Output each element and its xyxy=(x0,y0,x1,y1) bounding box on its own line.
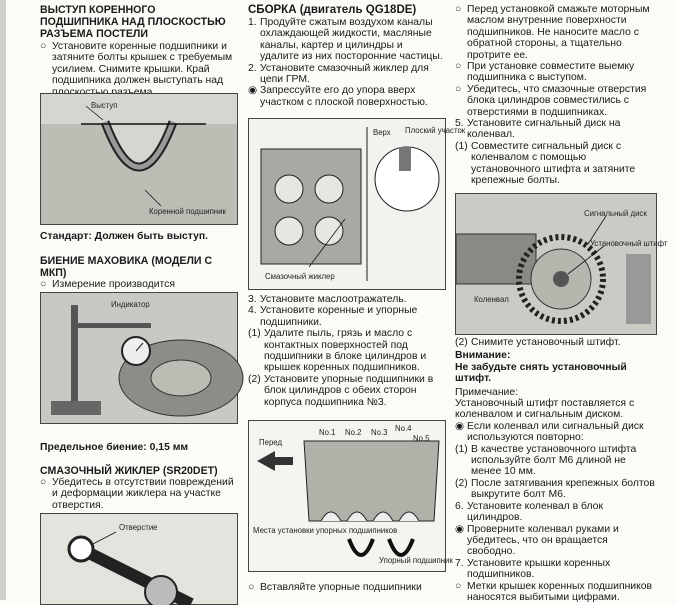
label-thrust-places: Места установки упорных подшипников xyxy=(253,526,398,535)
item-marker: 4. xyxy=(248,305,257,317)
figure-oil-jet-install xyxy=(248,118,466,290)
section-title-oil-jet: СМАЗОЧНЫЙ ЖИКЛЕР (SR20DET) xyxy=(40,465,218,477)
label-signal-disk: Сигнальный диск xyxy=(584,209,647,218)
item-marker: (1) xyxy=(248,328,261,340)
assembly-step-4-2: Установите упорные подшипники в блок цилиндров с обеих сторон корпуса подшипника №3. xyxy=(264,373,434,408)
label-indicator: Индикатор xyxy=(111,300,150,309)
bullet-marker: ○ xyxy=(40,477,47,488)
remove-pin-text: Снимите установочный штифт. xyxy=(471,337,621,348)
assembly-title: СБОРКА (двигатель QG18DE) xyxy=(248,4,417,16)
assembly-step-3: Установите маслоотражатель. xyxy=(260,294,407,305)
label-no5: No.5 xyxy=(413,434,430,443)
assembly-step-4: Установите коренные и упорные подшипники. xyxy=(260,305,418,328)
figure-bearing-protrusion xyxy=(40,93,238,225)
rotate-crank-text: Проверните коленвал руками и убедитесь, что он вращается свободно. xyxy=(467,523,619,558)
figure-oil-jet xyxy=(40,513,238,605)
attention-heading: Внимание: xyxy=(455,350,511,362)
note-text: Установочный штифт поставляется с коленвалом и сигнальным диском. xyxy=(455,398,635,421)
label-thrust-bearing: Упорный подшипник xyxy=(379,556,453,565)
item-marker: (2) xyxy=(455,337,468,348)
align-notch-text: При установке совместите выемку подшипника с выступом. xyxy=(467,61,635,84)
item-marker: (1) xyxy=(455,443,468,455)
figure-signal-disk xyxy=(455,193,668,335)
section-title-bearing-protrusion: ВЫСТУП КОРЕННОГО ПОДШИПНИКА НАД ПЛОСКОСТЬЮ РАЗЪЕМА ПОСТЕЛИ xyxy=(40,4,226,40)
assembly-step-7: Установите крышки коренных подшипников. xyxy=(467,557,611,581)
label-hole: Отверстие xyxy=(119,523,158,532)
lubricate-bearings-text: Перед установкой смажьте моторным маслом внутренние поверхности подшипников. Не наносите масло с обратной стороны, а тщательно протрите ее. xyxy=(467,4,650,61)
page-edge-shadow xyxy=(0,0,6,600)
assembly-step-5-1: Совместите сигнальный диск с коленвалом с помощью установочного штифта и затяните крепежные болты. xyxy=(471,140,636,187)
attention-text: Не забудьте снять установочный штифт. xyxy=(455,361,627,385)
note-heading: Примечание: xyxy=(455,386,519,398)
label-protrusion: Выступ xyxy=(91,101,118,110)
label-no4: No.4 xyxy=(395,424,412,433)
check-oil-holes-text: Убедитесь, что смазочные отверстия блока цилиндров совместились с отверстиями в подшипниках. xyxy=(467,83,647,118)
label-no3: No.3 xyxy=(371,428,388,437)
assembly-step-6: Установите коленвал в блок цилиндров. xyxy=(467,500,603,524)
item-marker: ○ xyxy=(455,4,462,15)
item-marker: ○ xyxy=(455,580,462,592)
item-marker: 3. xyxy=(248,294,257,305)
item-marker: 6. xyxy=(455,500,464,512)
label-no1: No.1 xyxy=(319,428,336,437)
reuse-step-2: После затягивания крепежных болтов выкрутите болт М6. xyxy=(471,477,655,501)
assembly-step-4-1: Удалите пыль, грязь и масло с контактных поверхностей под подшипники в блоке цилиндров и крышек коренных подшипников. xyxy=(264,328,427,374)
figure-thrust-bearings xyxy=(248,420,453,572)
label-flat-area: Плоский участок xyxy=(405,126,466,135)
label-top: Верх xyxy=(373,128,391,137)
assembly-step-5: Установите сигнальный диск на коленвал. xyxy=(467,118,621,141)
label-oil-jet: Смазочный жиклер xyxy=(265,272,335,281)
item-marker: 7. xyxy=(455,557,464,569)
assembly-step-2: Установите смазочный жиклер для цепи ГРМ. xyxy=(260,62,429,86)
item-marker: ◉ xyxy=(455,420,465,432)
bullet-marker: ○ xyxy=(40,279,47,290)
bullet-marker: ○ xyxy=(40,41,47,52)
item-marker: ◉ xyxy=(455,523,465,535)
bearing-protrusion-text: Установите коренные подшипники и затяните болты крышек с требуемым усилием. Снимите крышки. Край подшипника должен выступать над xyxy=(52,41,233,87)
label-no2: No.2 xyxy=(345,428,362,437)
cap-marks-text: Метки крышек коренных подшипников наносятся выбитыми цифрами. xyxy=(467,580,653,603)
figure-flywheel-indicator xyxy=(40,292,238,424)
item-marker: 1. xyxy=(248,17,257,28)
item-marker: (2) xyxy=(248,373,261,385)
item-marker: ○ xyxy=(455,61,462,73)
section-title-flywheel-runout: БИЕНИЕ МАХОВИКА (МОДЕЛИ С МКП) xyxy=(40,255,213,279)
item-marker: ○ xyxy=(248,582,255,593)
item-marker: ◉ xyxy=(248,85,258,97)
standard-text: Стандарт: Должен быть выступ. xyxy=(40,231,209,242)
flywheel-runout-text: Измерение производится xyxy=(52,279,175,290)
assembly-step-1: Продуйте сжатым воздухом каналы охлаждающей жидкости, масляные каналы, картер и цилиндры и удалите из них посторонние частицы. xyxy=(260,17,443,63)
item-marker: (2) xyxy=(455,477,468,489)
item-marker: ○ xyxy=(455,83,462,95)
reuse-condition-text: Если коленвал или сигнальный диск используются повторно: xyxy=(467,420,644,444)
item-marker: 2. xyxy=(248,62,257,74)
runout-limit-text: Предельное биение: 0,15 мм xyxy=(40,442,189,453)
label-front: Перед xyxy=(259,438,282,447)
reuse-step-1: В качестве установочного штифта используйте болт М6 длиной не менее 10 мм. xyxy=(471,443,637,478)
thrust-insert-text: Вставляйте упорные подшипники xyxy=(260,582,422,593)
label-crankshaft: Коленвал xyxy=(474,295,509,304)
item-marker: (1) xyxy=(455,140,468,152)
assembly-step-2-note: Запрессуйте его до упора вверх участком с плоской поверхностью. xyxy=(260,85,428,108)
item-marker: 5. xyxy=(455,118,464,130)
label-locating-pin: Установочный штифт xyxy=(590,239,668,248)
oil-jet-text: Убедитесь в отсутствии повреждений и деформации жиклера на участке отверстия. xyxy=(52,477,234,511)
label-main-bearing: Коренной подшипник xyxy=(149,207,226,216)
